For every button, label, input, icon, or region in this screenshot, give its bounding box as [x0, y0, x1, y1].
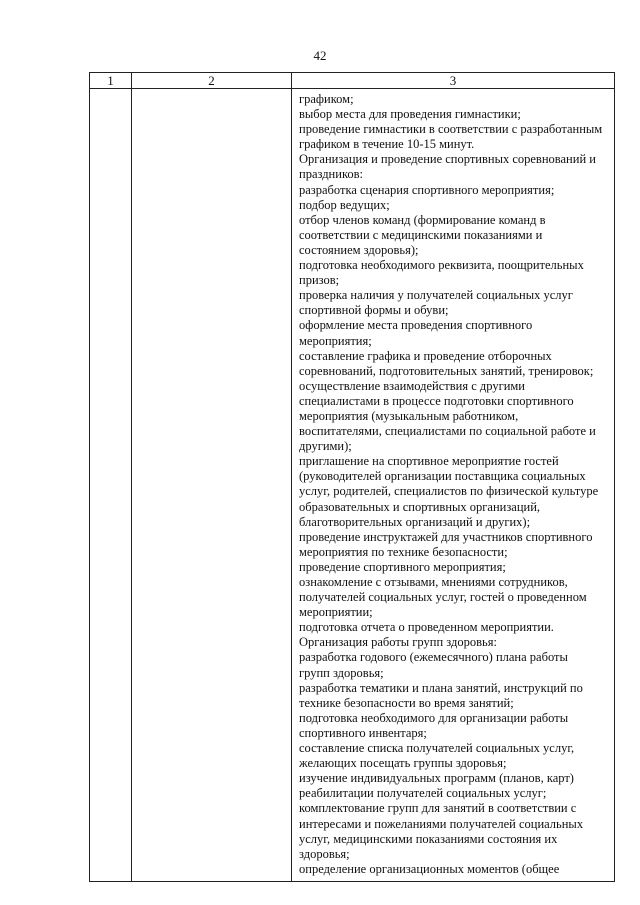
text-line: другими); — [299, 439, 352, 454]
text-line: здоровья; — [299, 846, 350, 861]
text-line: спортивной формы и обуви; — [299, 303, 449, 318]
text-line: проверка наличия у получателей социальных услуг — [299, 288, 573, 303]
text-line: приглашение на спортивное мероприятие гостей — [299, 454, 559, 469]
text-line: технике безопасности во время занятий; — [299, 695, 514, 710]
text-line: подготовка необходимого для организации работы — [299, 710, 569, 725]
text-line: изучение индивидуальных программ (планов, карт) — [299, 771, 574, 786]
col3-text — [292, 89, 614, 877]
text-line: подготовка необходимого реквизита, поощрительных — [299, 258, 584, 273]
column-header-3: 3 — [292, 73, 615, 89]
text-line: графиком; — [299, 92, 354, 106]
cell-col3 — [292, 89, 615, 882]
text-line: комплектование групп для занятий в соответствии с — [299, 801, 577, 816]
text-line: выбор места для проведения гимнастики; — [299, 107, 521, 122]
text-line: групп здоровья; — [299, 665, 384, 680]
text-line: состоянием здоровья); — [299, 242, 419, 257]
text-line: осуществление взаимодействия с другими — [299, 378, 526, 393]
text-line: проведение гимнастики в соответствии с разработанным — [299, 122, 603, 137]
text-line: Организация работы групп здоровья: — [299, 635, 497, 650]
text-line: мероприятия (музыкальным работником, — [299, 408, 519, 423]
column-header-1: 1 — [90, 73, 132, 89]
cell-col1 — [90, 89, 132, 882]
text-line: подготовка отчета о проведенном мероприятии. — [299, 620, 554, 635]
text-line: соревнований, подготовительных занятий, тренировок; — [299, 363, 594, 378]
text-line: оформление места проведения спортивного — [299, 318, 533, 333]
table-header-row — [90, 73, 615, 89]
text-line: образовательных и спортивных организаций, — [299, 499, 541, 514]
text-line: ознакомление с отзывами, мнениями сотрудников, — [299, 575, 568, 589]
text-line: разработка сценария спортивного мероприятия; — [299, 182, 555, 197]
text-line: мероприятии; — [299, 605, 373, 620]
text-line: интересами и пожеланиями получателей социальных — [299, 816, 584, 831]
text-line: составление графика и проведение отборочных — [299, 348, 552, 363]
text-line: желающих посещать группы здоровья; — [299, 756, 507, 771]
text-line: Организация и проведение спортивных соревнований и — [299, 152, 596, 167]
text-line: (руководителей организации поставщика социальных — [299, 469, 586, 484]
text-line: воспитателями, специалистами по социальной работе и — [299, 424, 596, 439]
text-line: благотворительных организаций и других); — [299, 514, 531, 529]
text-line: мероприятия; — [299, 333, 372, 348]
text-line: разработка тематики и плана занятий, инструкций по — [299, 680, 583, 695]
column-header-2: 2 — [132, 73, 292, 89]
text-line: реабилитации получателей социальных услуг; — [299, 786, 547, 801]
text-line: проведение инструктажей для участников спортивного — [299, 529, 593, 544]
text-line: составление списка получателей социальных услуг, — [299, 741, 575, 756]
text-line: графиком в течение 10-15 минут. — [299, 137, 475, 152]
table-row — [90, 89, 615, 882]
cell-col2 — [132, 89, 292, 882]
text-line: соответствии с медицинскими показаниями и — [299, 227, 543, 242]
text-line: отбор членов команд (формирование команд в — [299, 212, 546, 227]
document-table — [89, 72, 615, 882]
text-line: праздников: — [299, 167, 364, 182]
text-line: подбор ведущих; — [299, 197, 390, 212]
text-line: услуг, родителей, специалистов по физической культуре — [299, 484, 599, 499]
page-number: 42 — [313, 48, 327, 63]
text-line: проведение спортивного мероприятия; — [299, 559, 506, 574]
text-line: получателей социальных услуг, гостей о проведенном — [299, 590, 587, 605]
text-line: призов; — [299, 273, 340, 288]
text-line: мероприятия по технике безопасности; — [299, 544, 508, 559]
text-line: специалистами в процессе подготовки спортивного — [299, 393, 574, 408]
text-line: услуг, медицинскими показаниями состояния их — [299, 831, 558, 846]
text-line: определение организационных моментов (общее — [299, 861, 560, 876]
text-line: спортивного инвентаря; — [299, 725, 427, 740]
text-line: разработка годового (ежемесячного) плана работы — [299, 650, 568, 665]
